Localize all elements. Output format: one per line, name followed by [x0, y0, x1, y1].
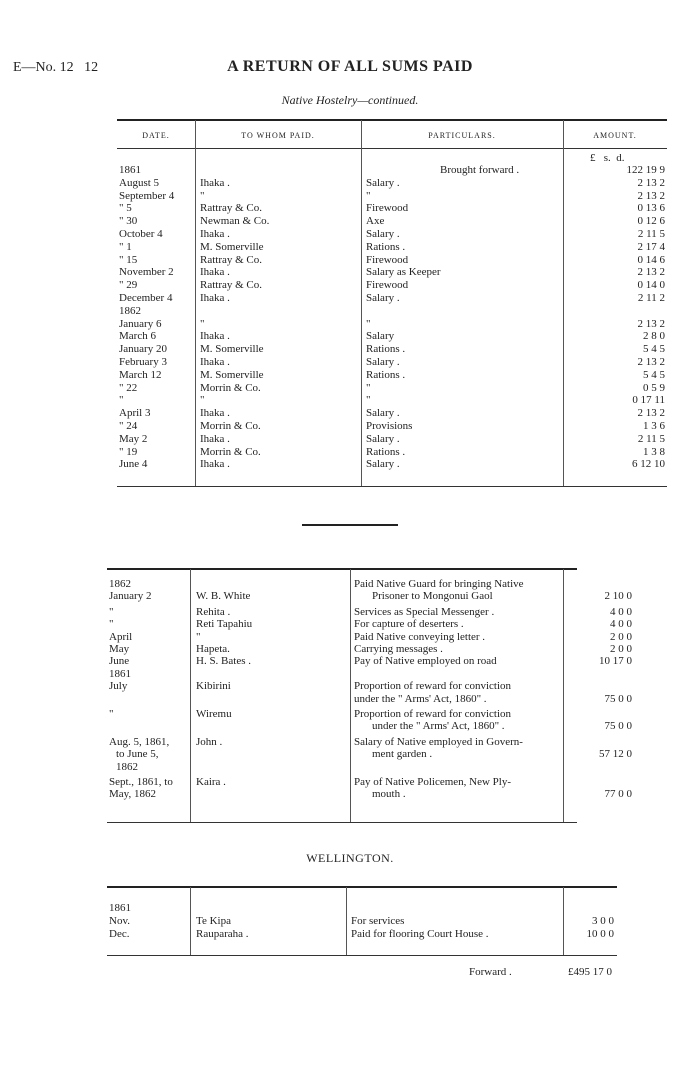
row-particulars: mouth .: [372, 788, 406, 800]
row-particulars: Salary .: [366, 356, 400, 368]
column-header-amount: AMOUNT.: [593, 131, 637, 140]
row-particulars: Salary: [366, 330, 395, 342]
row-date: ": [109, 618, 114, 630]
row-amount: 2 13 2: [637, 177, 665, 189]
row-particulars: ": [366, 394, 371, 406]
row-amount: 1 3 8: [643, 446, 665, 458]
row-amount: 77 0 0: [604, 788, 632, 800]
forward-label: Forward .: [469, 966, 512, 978]
row-amount: 5 4 5: [643, 369, 665, 381]
row-date: February 3: [119, 356, 167, 368]
row-date: April: [109, 631, 133, 643]
row-date: Dec.: [109, 928, 130, 940]
section-divider: [302, 524, 398, 526]
row-particulars: For services: [351, 915, 405, 927]
row-amount: 2 13 2: [637, 356, 665, 368]
row-amount: 10 0 0: [586, 928, 614, 940]
page-title: A RETURN OF ALL SUMS PAID: [227, 58, 473, 75]
row-particulars: Salary .: [366, 458, 400, 470]
table3-col-divider: [190, 887, 191, 955]
table3-col-divider: [346, 887, 347, 955]
row-payee: Morrin & Co.: [200, 420, 261, 432]
table2-bottom-rule: [107, 822, 577, 823]
row-date: " 15: [119, 254, 138, 266]
section-title-wellington: WELLINGTON.: [306, 851, 394, 865]
row-particulars: Axe: [366, 215, 385, 227]
row-amount: 4 0 0: [610, 606, 632, 618]
row-particulars: Salary .: [366, 228, 400, 240]
row-date: May 2: [119, 433, 148, 445]
row-particulars: Rations .: [366, 241, 406, 253]
row-particulars: Salary .: [366, 407, 400, 419]
row-payee: Ihaka .: [200, 356, 230, 368]
row-payee: M. Somerville: [200, 369, 264, 381]
table1-col-divider: [361, 120, 362, 486]
row-particulars: Salary .: [366, 433, 400, 445]
table3-top-rule: [107, 886, 617, 888]
row-date: November 2: [119, 266, 174, 278]
row-date: 1862: [119, 305, 141, 317]
row-payee: Rehita .: [196, 606, 231, 618]
row-date: April 3: [119, 407, 151, 419]
row-particulars: Salary .: [366, 292, 400, 304]
row-amount: 2 8 0: [643, 330, 665, 342]
row-payee: Ihaka .: [200, 330, 230, 342]
row-payee: Ihaka .: [200, 458, 230, 470]
row-payee: Ihaka .: [200, 228, 230, 240]
row-particulars: Salary of Native employed in Govern-: [354, 736, 523, 748]
row-amount: 0 5 9: [643, 382, 665, 394]
row-date: " 30: [119, 215, 138, 227]
table1-col-divider: [195, 120, 196, 486]
table2-col-divider: [350, 569, 351, 822]
row-amount: 3 0 0: [592, 915, 614, 927]
table1-top-rule: [117, 119, 667, 121]
row-amount: 10 17 0: [599, 655, 632, 667]
row-amount: 2 10 0: [604, 590, 632, 602]
row-date: Nov.: [109, 915, 130, 927]
row-particulars: Paid Native Guard for bringing Native: [354, 578, 524, 590]
row-date: " 1: [119, 241, 132, 253]
row-date: ": [109, 708, 114, 720]
row-amount: 0 14 6: [637, 254, 665, 266]
row-amount: 2 13 2: [637, 190, 665, 202]
row-particulars: Firewood: [366, 202, 409, 214]
row-particulars: Paid for flooring Court House .: [351, 928, 489, 940]
row-amount: 2 11 5: [637, 228, 665, 240]
row-date: ": [119, 394, 124, 406]
row-date: March 12: [119, 369, 162, 381]
row-payee: Ihaka .: [200, 407, 230, 419]
row-particulars: ": [366, 190, 371, 202]
row-date: December 4: [119, 292, 173, 304]
row-amount: 0 14 0: [637, 279, 665, 291]
row-amount: 0 13 6: [637, 202, 665, 214]
row-payee: Ihaka .: [200, 177, 230, 189]
column-header-particulars: PARTICULARS.: [428, 131, 496, 140]
row-date: May, 1862: [109, 788, 156, 800]
row-amount: 2 17 4: [637, 241, 665, 253]
row-date: 1861: [109, 902, 131, 914]
row-particulars: Pay of Native Policemen, New Ply-: [354, 776, 512, 788]
row-particulars: under the " Arms' Act, 1860" .: [354, 693, 487, 705]
row-payee: Kibirini: [196, 680, 231, 692]
row-payee: M. Somerville: [200, 241, 264, 253]
row-payee: Rauparaha .: [196, 928, 249, 940]
row-payee: M. Somerville: [200, 343, 264, 355]
row-payee: Reti Tapahiu: [196, 618, 253, 630]
row-date: Aug. 5, 1861,: [109, 736, 170, 748]
row-particulars: Rations .: [366, 369, 406, 381]
table3-col-divider: [563, 887, 564, 955]
row-date: 1862: [109, 578, 131, 590]
row-amount: 1 3 6: [643, 420, 665, 432]
table1-header-rule: [117, 148, 667, 149]
page-subtitle: Native Hostelry—continued.: [281, 93, 419, 107]
row-amount: 57 12 0: [599, 748, 632, 760]
table1-bottom-rule: [117, 486, 667, 487]
row-particulars: Services as Special Messenger .: [354, 606, 495, 618]
row-payee: Hapeta.: [196, 643, 230, 655]
row-amount: 75 0 0: [604, 720, 632, 732]
row-amount: 2 0 0: [610, 643, 632, 655]
row-particulars: Proportion of reward for conviction: [354, 680, 512, 692]
row-particulars: For capture of deserters .: [354, 618, 464, 630]
row-payee: ": [200, 394, 205, 406]
row-date: May: [109, 643, 130, 655]
row-particulars: Firewood: [366, 254, 409, 266]
row-date: January 20: [119, 343, 167, 355]
row-date: " 5: [119, 202, 132, 214]
table3-bottom-rule: [107, 955, 617, 956]
row-particulars: ": [366, 318, 371, 330]
table2-col-divider: [190, 569, 191, 822]
row-particulars: Pay of Native employed on road: [354, 655, 497, 667]
row-amount: 2 13 2: [637, 318, 665, 330]
row-amount: 6 12 10: [632, 458, 665, 470]
row-payee: Morrin & Co.: [200, 382, 261, 394]
row-amount: 0 12 6: [637, 215, 665, 227]
row-particulars: Rations .: [366, 446, 406, 458]
row-particulars: Firewood: [366, 279, 409, 291]
row-amount: 2 11 5: [637, 433, 665, 445]
row-payee: ": [196, 631, 201, 643]
row-particulars: Proportion of reward for conviction: [354, 708, 512, 720]
row-date: January 2: [109, 590, 152, 602]
row-payee: Newman & Co.: [200, 215, 270, 227]
row-amount: 2 0 0: [610, 631, 632, 643]
row-date: " 19: [119, 446, 138, 458]
row-amount: 2 11 2: [637, 292, 665, 304]
row-particulars: Rations .: [366, 343, 406, 355]
row-particulars: Salary .: [366, 177, 400, 189]
row-particulars: Carrying messages .: [354, 643, 443, 655]
row-date: September 4: [119, 190, 175, 202]
row-date: " 22: [119, 382, 138, 394]
row-particulars: Provisions: [366, 420, 413, 432]
row-particulars: Prisoner to Mongonui Gaol: [372, 590, 493, 602]
row-payee: Ihaka .: [200, 433, 230, 445]
column-header-date: DATE.: [142, 131, 170, 140]
row-date: October 4: [119, 228, 163, 240]
row-date: ": [109, 606, 114, 618]
row-date: 1861: [119, 164, 141, 176]
row-amount: 2 13 2: [637, 266, 665, 278]
currency-headers: £ s. d.: [590, 152, 625, 164]
row-date: January 6: [119, 318, 162, 330]
row-payee: Wiremu: [196, 708, 232, 720]
row-payee: Rattray & Co.: [200, 202, 263, 214]
row-date: 1862: [116, 761, 138, 773]
row-payee: W. B. White: [196, 590, 251, 602]
row-date: June 4: [119, 458, 148, 470]
document-reference: E—No. 12 12: [13, 60, 99, 75]
row-payee: H. S. Bates .: [196, 655, 251, 667]
row-particulars: ": [366, 382, 371, 394]
row-payee: Rattray & Co.: [200, 279, 263, 291]
row-payee: Ihaka .: [200, 266, 230, 278]
row-particulars: ment garden .: [372, 748, 433, 760]
row-amount: 4 0 0: [610, 618, 632, 630]
row-payee: Ihaka .: [200, 292, 230, 304]
table2-col-divider: [563, 569, 564, 822]
forward-amount: £495 17 0: [568, 966, 612, 978]
row-amount: 2 13 2: [637, 407, 665, 419]
row-payee: John .: [196, 736, 223, 748]
row-payee: Morrin & Co.: [200, 446, 261, 458]
row-date: " 24: [119, 420, 138, 432]
row-payee: Te Kipa: [196, 915, 231, 927]
row-date: July: [109, 680, 128, 692]
row-amount: 5 4 5: [643, 343, 665, 355]
table2-top-rule: [107, 568, 577, 570]
row-payee: ": [200, 318, 205, 330]
row-particulars: Salary as Keeper: [366, 266, 441, 278]
row-amount: 0 17 11: [632, 394, 665, 406]
row-date: August 5: [119, 177, 160, 189]
column-header-to-whom: TO WHOM PAID.: [241, 131, 315, 140]
row-payee: ": [200, 190, 205, 202]
row-amount: 75 0 0: [604, 693, 632, 705]
row-date: to June 5,: [116, 748, 159, 760]
row-payee: Rattray & Co.: [200, 254, 263, 266]
row-date: Sept., 1861, to: [109, 776, 173, 788]
row-particulars: under the " Arms' Act, 1860" .: [372, 720, 505, 732]
row-date: 1861: [109, 668, 131, 680]
row-particulars: Paid Native conveying letter .: [354, 631, 486, 643]
row-payee: Kaira .: [196, 776, 226, 788]
row-date: " 29: [119, 279, 138, 291]
row-particulars: Brought forward .: [440, 164, 520, 176]
row-date: March 6: [119, 330, 156, 342]
row-amount: 122 19 9: [626, 164, 665, 176]
row-date: June: [109, 655, 130, 667]
